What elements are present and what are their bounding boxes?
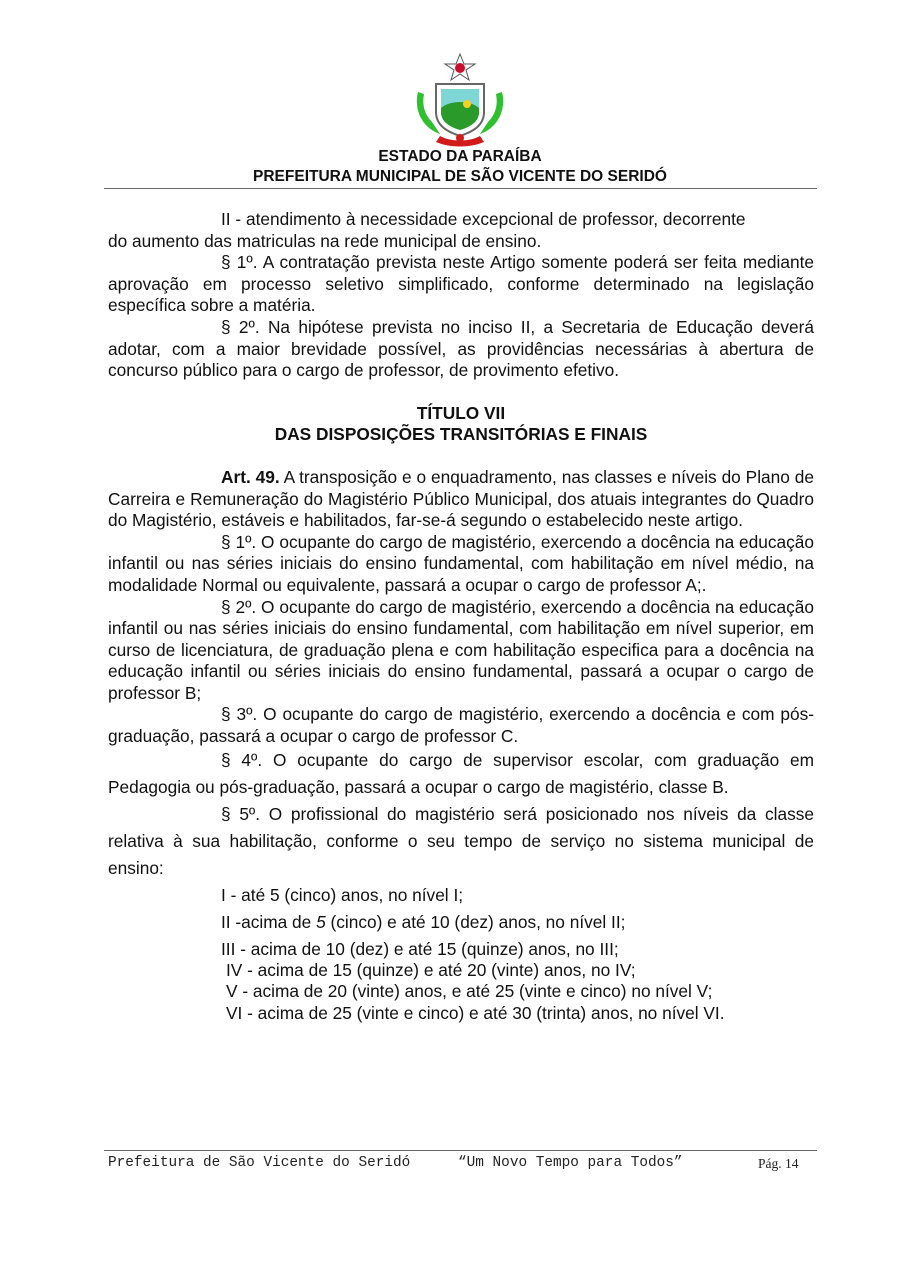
header-divider <box>104 188 817 189</box>
footer-organization: Prefeitura de São Vicente do Seridó <box>108 1155 411 1171</box>
inciso-text: II -acima de <box>221 911 317 932</box>
title-number: TÍTULO VII <box>416 402 506 423</box>
footer-divider <box>104 1150 817 1151</box>
article-paragraph-4: § 4º. O ocupante do cargo de supervisor escolar, com graduação em Pedagogia ou pós-graduação, passará a ocupar o cargo de magistério, classe B. <box>108 749 814 797</box>
title-heading: DAS DISPOSIÇÕES TRANSITÓRIAS E FINAIS <box>274 424 648 445</box>
inciso-item: IV - acima de 15 (quinze) e até 20 (vinte) anos, no IV; <box>226 959 636 980</box>
article-paragraph-5: § 5º. O profissional do magistério será posicionado nos níveis da classe relativa à sua habilitação, conforme o seu tempo de serviço no sistema municipal de ensino: <box>108 803 814 878</box>
paragraph-1-prev: § 1º. A contratação prevista neste Artigo somente poderá ser feita mediante aprovação em processo seletivo simplificado, conforme determinado na legislação específica sobre a matéria. <box>108 252 814 316</box>
article-paragraph-3: § 3º. O ocupante do cargo de magistério, exercendo a docência e com pós-graduação, passará a ocupar o cargo de professor C. <box>108 704 814 747</box>
header-prefecture: PREFEITURA MUNICIPAL DE SÃO VICENTE DO SERIDÓ <box>253 168 667 185</box>
inciso-item: I - até 5 (cinco) anos, no nível I; <box>221 884 464 905</box>
article-label: Art. 49. <box>221 466 280 487</box>
inciso-item: V - acima de 20 (vinte) anos, e até 25 (vinte e cinco) no nível V; <box>226 981 713 1002</box>
paragraph-2-prev: § 2º. Na hipótese prevista no inciso II, a Secretaria de Educação deverá adotar, com a maior brevidade possível, as providências necessárias à abertura de concurso público para o cargo de professor, de provimento efetivo. <box>108 316 814 381</box>
article-paragraph-2: § 2º. O ocupante do cargo de magistério, exercendo a docência na educação infantil ou nas séries iniciais do ensino fundamental, com habilitação em nível superior, em curso de licenciatura, de graduação plena e com habilitação especifica para a docência na educação infantil ou séries iniciais do ensino fundamental, passará a ocupar o cargo de professor B; <box>108 596 814 703</box>
inciso-number: 5 <box>316 911 326 932</box>
inciso-list <box>108 882 814 963</box>
inciso-text: (cinco) e até 10 (dez) anos, no nível II; <box>325 911 626 932</box>
article-paragraph-1: § 1º. O ocupante do cargo de magistério, exercendo a docência na educação infantil ou nas séries iniciais do ensino fundamental, com habilitação em nível médio, na modalidade Normal ou equivalente, passará a ocupar o cargo de professor A;. <box>108 531 814 595</box>
inciso-list-continued <box>108 960 814 1025</box>
document-body <box>108 209 814 1024</box>
inciso-item: VI - acima de 25 (vinte e cinco) e até 30 (trinta) anos, no nível VI. <box>226 1002 725 1023</box>
inciso-item <box>221 909 814 936</box>
inciso-item: III - acima de 10 (dez) e até 15 (quinze) anos, no III; <box>221 938 619 959</box>
footer <box>108 1155 813 1171</box>
inciso-ii-line2: do aumento das matriculas na rede municipal de ensino. <box>108 230 542 251</box>
page-number: Pág. 14 <box>758 1156 799 1171</box>
article-49 <box>108 467 814 532</box>
footer-motto: “Um Novo Tempo para Todos” <box>458 1155 683 1171</box>
inciso-ii-line1: II - atendimento à necessidade excepcional de professor, decorrente <box>221 209 746 229</box>
header-state: ESTADO DA PARAÍBA <box>378 148 542 165</box>
article-text: A transposição e o enquadramento, nas classes e níveis do Plano de Carreira e Remuneração do Magistério Público Municipal, dos atuais integrantes do Quadro do Magistério, estáveis e habilitados, far-se-á segundo o estabelecido neste artigo. <box>108 466 814 531</box>
coat-of-arms-icon <box>410 52 510 148</box>
